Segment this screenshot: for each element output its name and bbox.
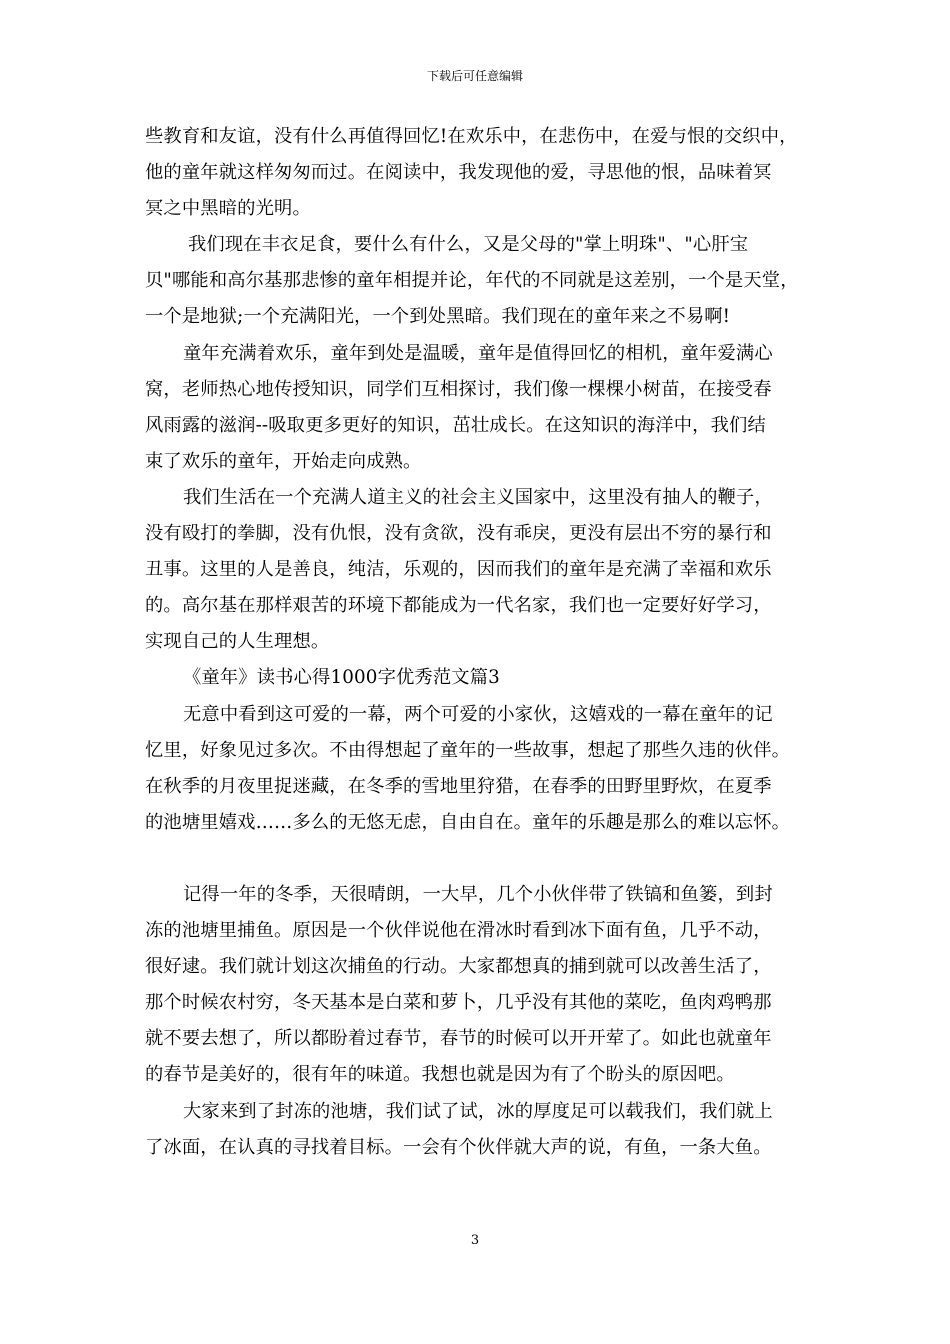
text-line: 冥之中黑暗的光明。 [145, 198, 311, 220]
text-line: 风雨露的滋润--吸取更多更好的知识，茁壮成长。在这知识的海洋中，我们结 [145, 414, 766, 436]
paragraph-2 [145, 227, 812, 335]
document-body [145, 119, 812, 1166]
text-line: 了冰面，在认真的寻找着目标。一会有个伙伴就大声的说，有鱼，一条大鱼。 [145, 1136, 772, 1158]
paragraph-8 [145, 1094, 812, 1166]
text-line: 就不要去想了，所以都盼着过春节，春节的时候可以开开荤了。如此也就童年 [145, 1028, 772, 1050]
text-line: 的。高尔基在那样艰苦的环境下都能成为一代名家，我们也一定要好好学习， [145, 595, 772, 617]
text-line: 我们生活在一个充满人道主义的社会主义国家中，这里没有抽人的鞭子， [183, 486, 773, 508]
text-line: 束了欢乐的童年，开始走向成熟。 [145, 450, 422, 472]
blank-line [145, 841, 812, 877]
text-line: 很好逮。我们就计划这次捕鱼的行动。大家都想真的捕到就可以改善生活了， [145, 956, 772, 978]
text-line: 童年充满着欢乐，童年到处是温暖，童年是值得回忆的相机，童年爱满心 [183, 342, 773, 364]
text-line: 记得一年的冬季，天很晴朗，一大早，几个小伙伴带了铁镐和鱼篓，到封 [183, 883, 773, 905]
text-line: 那个时候农村穷，冬天基本是白菜和萝卜，几乎没有其他的菜吃，鱼肉鸡鸭那 [145, 992, 772, 1014]
text-line: 的池塘里嬉戏……多么的无悠无虑，自由自在。童年的乐趣是那么的难以忘怀。 [145, 811, 791, 833]
text-line: 些教育和友谊，没有什么再值得回忆!在欢乐中，在悲伤中，在爱与恨的交织中， [145, 126, 798, 147]
section-heading [145, 660, 812, 696]
paragraph-1 [145, 119, 812, 227]
text-line: 冻的池塘里捕鱼。原因是一个伙伴说他在滑冰时看到冰下面有鱼，几乎不动， [145, 920, 772, 942]
text-line: 实现自己的人生理想。 [145, 631, 330, 653]
page-header: 下载后可任意编辑 [426, 69, 523, 83]
text-line: 无意中看到这可爱的一幕，两个可爱的小家伙，这嬉戏的一幕在童年的记 [183, 703, 773, 725]
text-line: 他的童年就这样匆匆而过。在阅读中，我发现他的爱，寻思他的恨，品味着冥 [145, 162, 772, 184]
text-line: 贝"哪能和高尔基那悲惨的童年相提并论，年代的不同就是这差别，一个是天堂， [145, 270, 799, 292]
text-line: 没有殴打的拳脚，没有仇恨，没有贪欲，没有乖戾，更没有层出不穷的暴行和 [145, 523, 772, 545]
paragraph-3 [145, 336, 812, 480]
page-number: 3 [470, 1233, 480, 1248]
paragraph-4 [145, 480, 812, 660]
text-line: 的春节是美好的，很有年的味道。我想也就是因为有了个盼头的原因吧。 [145, 1064, 735, 1086]
text-line: 大家来到了封冻的池塘，我们试了试，冰的厚度足可以载我们，我们就上 [183, 1100, 773, 1122]
paragraph-7 [145, 877, 812, 1094]
text-line: 丑事。这里的人是善良，纯洁，乐观的，因而我们的童年是充满了幸福和欢乐 [145, 559, 772, 581]
text-line: 窝，老师热心地传授知识，同学们互相探讨，我们像一棵棵小树苗，在接受春 [145, 378, 772, 400]
paragraph-6 [145, 697, 812, 841]
text-line: 忆里，好象见过多次。不由得想起了童年的一些故事，想起了那些久违的伙伴。 [145, 739, 791, 761]
text-line: 我们现在丰衣足食，要什么有什么，又是父母的"掌上明珠"、"心肝宝 [188, 234, 749, 256]
text-line: 在秋季的月夜里捉迷藏，在冬季的雪地里狩猎，在春季的田野里野炊，在夏季 [145, 775, 772, 797]
heading-text: 《童年》读书心得1000字优秀范文篇3 [183, 667, 500, 689]
text-line: 一个是地狱;一个充满阳光，一个到处黑暗。我们现在的童年来之不易啊! [145, 306, 731, 328]
